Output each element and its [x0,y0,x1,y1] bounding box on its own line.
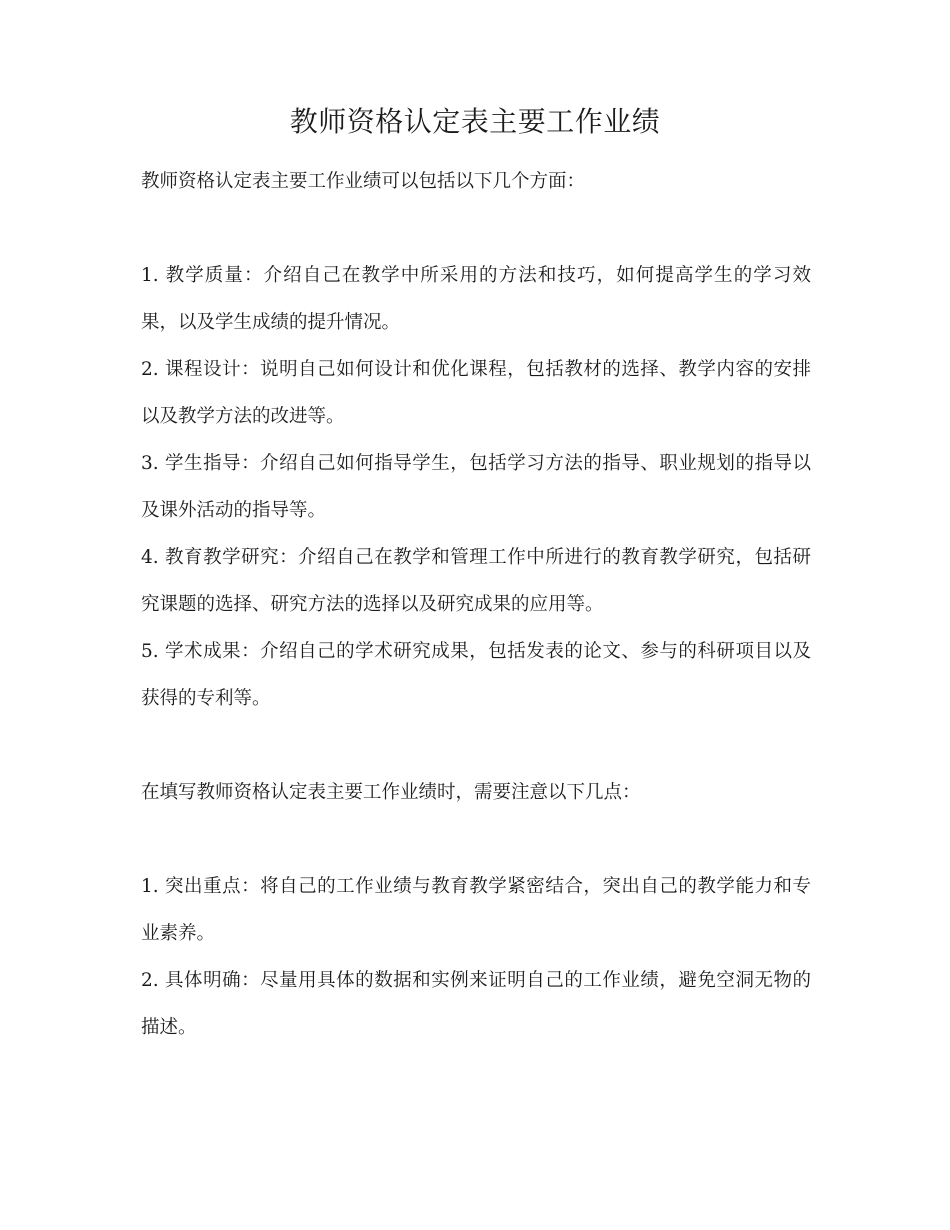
document-body [141,158,811,1051]
aspect-item-4: 4. 教育教学研究：介绍自己在教学和管理工作中所进行的教育教学研究，包括研究课题的选择、研究方法的选择以及研究成果的应用等。 [141,547,811,615]
aspect-item-5: 5. 学术成果：介绍自己的学术研究成果，包括发表的论文、参与的科研项目以及获得的专利等。 [141,641,811,709]
aspect-item-1: 1. 教学质量：介绍自己在教学中所采用的方法和技巧，如何提高学生的学习效果，以及学生成绩的提升情况。 [141,265,811,333]
aspect-item-3: 3. 学生指导：介绍自己如何指导学生，包括学习方法的指导、职业规划的指导以及课外活动的指导等。 [141,453,811,521]
paragraph-gap [141,205,811,252]
document-title: 教师资格认定表主要工作业绩 [289,105,661,138]
intro-paragraph: 教师资格认定表主要工作业绩可以包括以下几个方面： [141,171,586,192]
note-item-1: 1. 突出重点：将自己的工作业绩与教育教学紧密结合，突出自己的教学能力和专业素养。 [141,876,811,944]
aspect-item-2: 2. 课程设计：说明自己如何设计和优化课程，包括教材的选择、教学内容的安排以及教学方法的改进等。 [141,359,811,427]
paragraph-gap [141,722,811,769]
note-item-2: 2. 具体明确：尽量用具体的数据和实例来证明自己的工作业绩，避免空洞无物的描述。 [141,970,811,1038]
notes-intro-paragraph: 在填写教师资格认定表主要工作业绩时，需要注意以下几点： [141,782,641,803]
paragraph-gap [141,816,811,863]
